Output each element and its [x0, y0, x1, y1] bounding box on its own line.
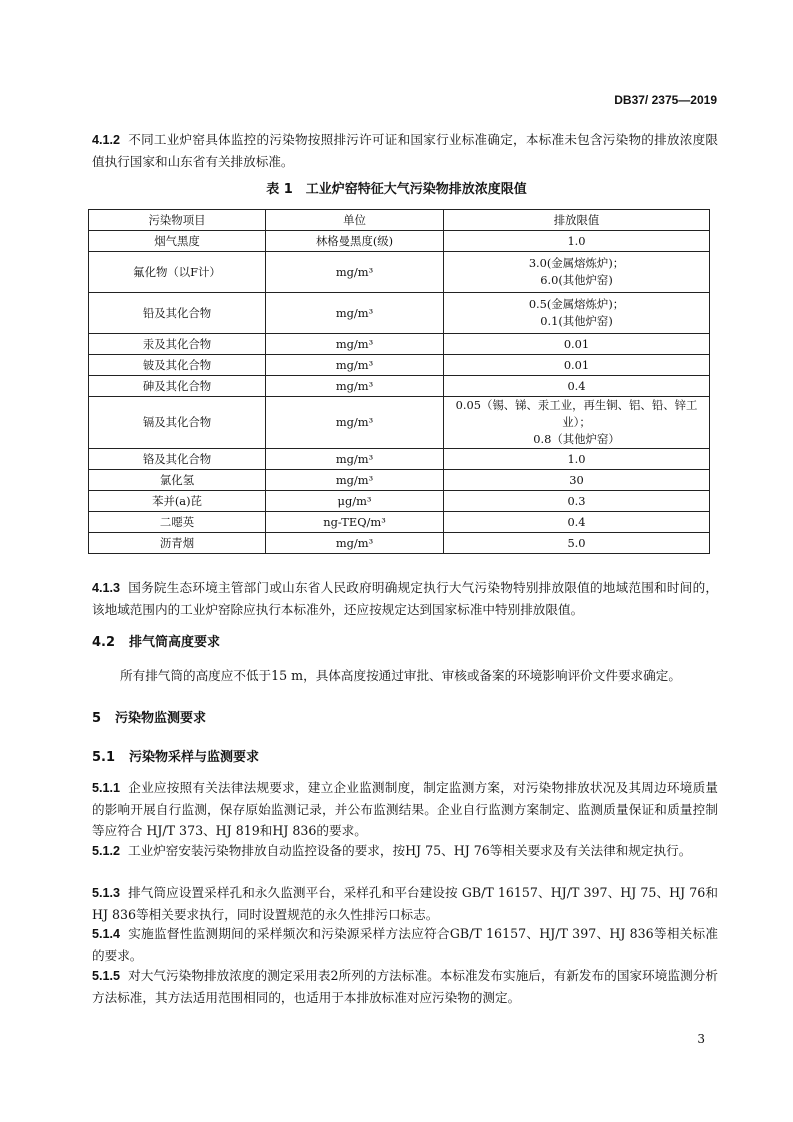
clause-text: 工业炉窑安装污染物排放自动监控设备的要求，按HJ 75、HJ 76等相关要求及有关法律和规定执行。 [128, 843, 692, 858]
table-row [89, 470, 710, 491]
clause-4-2-body: 所有排气筒的高度应不低于15 m，具体高度按通过审批、审核或备案的环境影响评价文件要求确定。 [120, 668, 681, 683]
emission-limits-table [88, 209, 710, 554]
pollutant-cell: 烟气黑度 [89, 231, 266, 252]
clause-text: 对大气污染物排放浓度的测定采用表2所列的方法标准。本标准发布实施后，有新发布的国家环境监测分析方法标准，其方法适用范围相同的，也适用于本排放标准对应污染物的测定。 [92, 968, 718, 1005]
limit-value: 3.0(金属熔炼炉)； [528, 256, 625, 270]
limit-value: 5.0 [567, 535, 586, 550]
limit-cell [444, 491, 710, 512]
table-row [89, 376, 710, 397]
pollutant-cell: 二噁英 [89, 512, 266, 533]
limit-cell [444, 397, 710, 449]
limit-value: 0.4 [567, 514, 586, 529]
clause-5-1-3 [92, 882, 718, 925]
table-row [89, 355, 710, 376]
limit-cell [444, 252, 710, 293]
pollutant-cell: 氟化物（以F计） [89, 252, 266, 293]
column-header: 污染物项目 [89, 210, 266, 231]
heading-number: 5.1 [92, 750, 116, 765]
clause-4-1-2 [92, 129, 718, 172]
clause-5-1-2 [92, 840, 718, 862]
table-row [89, 231, 710, 252]
section-heading-5-1 [92, 746, 259, 765]
clause-text: 国务院生态环境主管部门或山东省人民政府明确规定执行大气污染物特别排放限值的地域范围和时间的，该地域范围内的工业炉窑除应执行本标准外，还应按规定达到国家标准中特别排放限值。 [92, 580, 718, 617]
limit-value: 30 [569, 472, 584, 487]
limit-cell [444, 334, 710, 355]
column-header: 排放限值 [444, 210, 710, 231]
pollutant-cell: 铍及其化合物 [89, 355, 266, 376]
clause-5-1-1 [92, 777, 718, 841]
heading-number: 5 [92, 711, 102, 726]
table-title: 表 1 工业炉窑特征大气污染物排放浓度限值 [266, 182, 527, 197]
clause-number: 5.1.2 [92, 844, 121, 858]
table-row [89, 397, 710, 449]
unit-cell: mg/m³ [266, 293, 444, 334]
clause-4-1-3 [92, 577, 718, 620]
table-row [89, 449, 710, 470]
unit-cell: mg/m³ [266, 397, 444, 449]
table-row [89, 293, 710, 334]
limit-value: 0.1(其他炉窑) [540, 314, 613, 328]
limit-value: 0.01 [563, 336, 590, 351]
limit-value: 1.0 [567, 233, 586, 248]
unit-cell: mg/m³ [266, 533, 444, 554]
limit-value: 0.01 [563, 357, 590, 372]
clause-number: 5.1.5 [92, 969, 121, 983]
limit-value: 6.0(其他炉窑) [540, 273, 613, 287]
unit-cell: mg/m³ [266, 252, 444, 293]
heading-text: 污染物采样与监测要求 [129, 750, 260, 765]
limit-value: 0.05（锡、锑、汞工业，再生铜、铝、铅、锌工业）； [455, 398, 698, 429]
clause-text: 不同工业炉窑具体监控的污染物按照排污许可证和国家行业标准确定，本标准未包含污染物的排放浓度限值执行国家和山东省有关排放标准。 [92, 132, 718, 169]
limit-cell [444, 355, 710, 376]
limit-cell [444, 470, 710, 491]
table-row [89, 491, 710, 512]
pollutant-cell: 苯并(a)芘 [89, 491, 266, 512]
pollutant-cell: 镉及其化合物 [89, 397, 266, 449]
table-row [89, 512, 710, 533]
table-row [89, 533, 710, 554]
unit-cell: μg/m³ [266, 491, 444, 512]
table-row [89, 334, 710, 355]
limit-cell [444, 512, 710, 533]
table-header-row [89, 210, 710, 231]
unit-cell: mg/m³ [266, 376, 444, 397]
clause-text: 企业应按照有关法律法规要求，建立企业监测制度，制定监测方案，对污染物排放状况及其周边环境质量的影响开展自行监测，保存原始监测记录，并公布监测结果。企业自行监测方案制定、监测质量保证和质量控制等应符合 HJ/T 373、HJ 819和HJ 836的要求。 [92, 780, 718, 838]
section-heading-5 [92, 707, 206, 726]
clause-number: 4.1.2 [92, 133, 121, 147]
clause-number: 5.1.4 [92, 927, 121, 941]
unit-cell: mg/m³ [266, 355, 444, 376]
clause-text: 实施监督性监测期间的采样频次和污染源采样方法应符合GB/T 16157、HJ/T 397、HJ 836等相关标准的要求。 [92, 926, 718, 963]
clause-number: 5.1.1 [92, 781, 121, 795]
limit-value: 0.5(金属熔炼炉)； [528, 297, 625, 311]
limit-cell [444, 449, 710, 470]
clause-number: 5.1.3 [92, 886, 121, 900]
unit-cell: mg/m³ [266, 334, 444, 355]
heading-text: 排气筒高度要求 [129, 635, 221, 650]
unit-cell: 林格曼黑度(级) [266, 231, 444, 252]
document-code: DB37/ 2375—2019 [614, 93, 717, 107]
limit-value: 0.4 [567, 378, 586, 393]
clause-5-1-5 [92, 965, 718, 1008]
limit-cell [444, 533, 710, 554]
page-number: 3 [697, 1032, 705, 1046]
unit-cell: mg/m³ [266, 449, 444, 470]
pollutant-cell: 沥青烟 [89, 533, 266, 554]
pollutant-cell: 砷及其化合物 [89, 376, 266, 397]
pollutant-cell: 铬及其化合物 [89, 449, 266, 470]
limit-cell [444, 376, 710, 397]
clause-text: 排气筒应设置采样孔和永久监测平台，采样孔和平台建设按 GB/T 16157、HJ/T 397、HJ 75、HJ 76和HJ 836等相关要求执行，同时设置规范的永久性排污口标志。 [92, 885, 718, 922]
limit-value: 0.3 [567, 493, 586, 508]
limit-cell [444, 293, 710, 334]
limit-value: 0.8（其他炉窑） [533, 432, 620, 446]
unit-cell: mg/m³ [266, 470, 444, 491]
pollutant-cell: 铅及其化合物 [89, 293, 266, 334]
limit-value: 1.0 [567, 451, 586, 466]
limit-cell [444, 231, 710, 252]
pollutant-cell: 汞及其化合物 [89, 334, 266, 355]
heading-text: 污染物监测要求 [115, 711, 207, 726]
clause-5-1-4 [92, 923, 718, 966]
clause-number: 4.1.3 [92, 581, 121, 595]
table-row [89, 252, 710, 293]
column-header: 单位 [266, 210, 444, 231]
unit-cell: ng-TEQ/m³ [266, 512, 444, 533]
section-heading-4-2 [92, 631, 220, 650]
pollutant-cell: 氯化氢 [89, 470, 266, 491]
heading-number: 4.2 [92, 635, 116, 650]
